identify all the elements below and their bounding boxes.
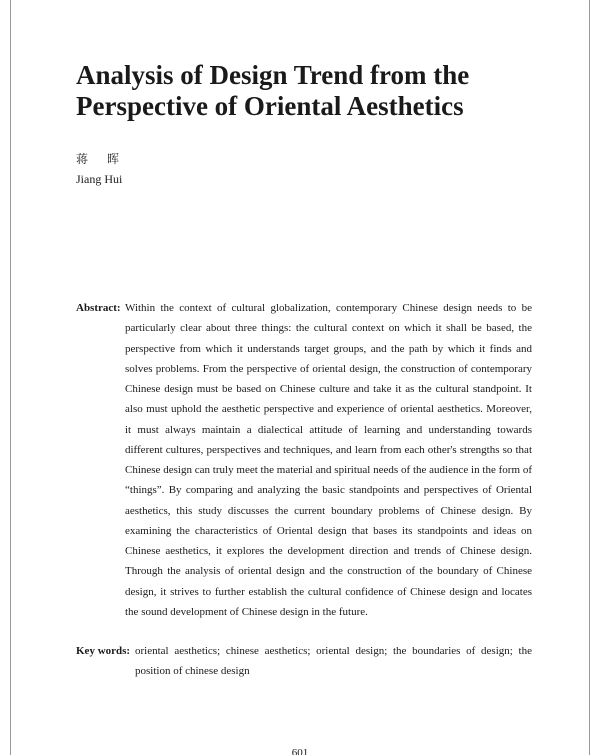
paper-title — [76, 60, 576, 122]
abstract-section — [76, 298, 532, 622]
keywords-section — [76, 641, 532, 682]
page-edge-right — [589, 0, 590, 755]
title-line-2: Perspective of Oriental Aesthetics — [76, 91, 464, 121]
page-edge-left — [10, 0, 11, 755]
page-number: 601 — [291, 747, 309, 755]
keywords-text: oriental aesthetics; chinese aesthetics; oriental design; the boundaries of design; the position of chinese design — [135, 645, 532, 678]
title-line-1: Analysis of Design Trend from the — [76, 60, 470, 90]
author-name-english: Jiang Hui — [76, 172, 123, 186]
author-name-chinese: 蒋 晖 — [76, 152, 128, 166]
abstract-label: Abstract: — [76, 302, 121, 314]
keywords-label: Key words: — [76, 645, 131, 657]
abstract-text: Within the context of cultural globalization, contemporary Chinese design needs to be particularly clear about three things: the cultural context on which it shall be based, the perspective from which it understands target groups, and the path by which it finds and solves problems. From the perspective of oriental design, the construction of contemporary Chinese design must be based on Chinese culture and take it as the cultural standpoint. It also must uphold the aesthetic perspective and experience of oriental aesthetics. Moreover, it must always maintain a dialectical attitude of learning and understanding towards different cultures, perspectives and techniques, and learn from each other's strengths so that Chinese design can truly meet the material and spiritual needs of the audience in the form of “things”. By comparing and analyzing the basic standpoints and perspectives of Oriental aesthetics, this study discusses the current boundary problems of Chinese design. By examining the characteristics of Oriental design that bases its standpoints and ideas on Chinese aesthetics, it explores the development direction and trends of Chinese design. Through the analysis of oriental design and the construction of the boundary of Chinese design, it strives to further establish the cultural confidence of Chinese design and locates the sound development of Chinese design in the future. — [125, 302, 532, 618]
